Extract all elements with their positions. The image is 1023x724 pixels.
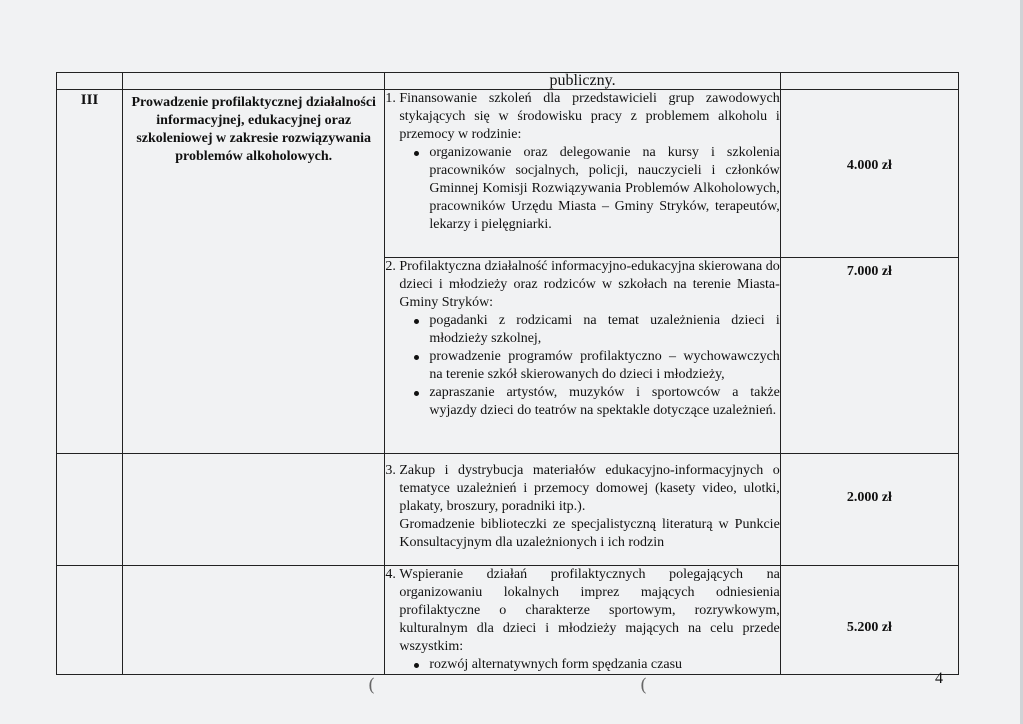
item-text: Finansowanie szkoleń dla przedstawicieli grup zawodowych stykających się w środowisku pracy z problemem alkoholu i przemocy w rodzinie: — [399, 91, 780, 142]
binding-hole-mark: ( — [640, 675, 648, 696]
cell-empty — [780, 73, 958, 90]
section-title-cell — [123, 90, 385, 454]
amount-cell — [780, 566, 958, 675]
section-number: III — [80, 92, 99, 108]
list-item — [385, 258, 779, 312]
cell-empty — [57, 73, 123, 90]
item-number: 3. — [385, 463, 396, 478]
table-row — [57, 454, 959, 566]
list-item — [385, 462, 779, 516]
item-number: 4. — [385, 567, 396, 582]
bullet-list — [385, 312, 779, 420]
amount: 2.000 zł — [846, 490, 892, 505]
amount: 7.000 zł — [846, 264, 892, 279]
cell-empty — [123, 566, 385, 675]
bullet-item: pogadanki z rodzicami na temat uzależnienia dzieci i młodzieży szkolnej, — [429, 313, 780, 346]
list-item — [385, 566, 779, 656]
list-item — [385, 90, 779, 144]
page-number: 4 — [935, 670, 943, 687]
carryover-cell — [385, 73, 780, 90]
item-description-cell — [385, 454, 780, 566]
bullet-item: organizowanie oraz delegowanie na kursy i szkolenia pracowników socjalnych, policji, nauczycieli i członków Gminnej Komisji Rozwiązywania Problemów Alkoholowych, pracowników Urzędu Miasta – Gminy Stryków, terapeutów, lekarzy i pielęgniarki. — [429, 145, 780, 232]
bullet-item: zapraszanie artystów, muzyków i sportowców a także wyjazdy dzieci do teatrów na spektakle dotyczące uzależnień. — [429, 385, 780, 418]
section-title: Prowadzenie profilaktycznej działalności informacyjnej, edukacyjnej oraz szkoleniowej w zakresie rozwiązywania problemów alkoholowych. — [131, 95, 376, 164]
amount-cell — [780, 454, 958, 566]
cell-empty — [57, 566, 123, 675]
item-description-cell — [385, 90, 780, 258]
bullet-item: prowadzenie programów profilaktyczno – wychowawczych na terenie szkół skierowanych do dzieci i młodzieży, — [429, 349, 780, 382]
section-number-cell — [57, 90, 123, 454]
budget-table — [56, 72, 959, 675]
item-description-cell — [385, 258, 780, 454]
table-row — [57, 566, 959, 675]
item-text: Profilaktyczna działalność informacyjno-edukacyjna skierowana do dzieci i młodzieży oraz rodziców w szkołach na terenie Miasta-Gminy Stryków: — [399, 259, 780, 310]
bullet-item: rozwój alternatywnych form spędzania czasu — [429, 656, 779, 674]
amount-cell — [780, 258, 958, 454]
cell-empty — [57, 454, 123, 566]
cell-empty — [123, 73, 385, 90]
item-description-cell — [385, 566, 780, 675]
item-number: 2. — [385, 259, 396, 274]
item-text: Wspieranie działań profilaktycznych polegających na organizowaniu lokalnych imprez mających odniesienia profilaktyczne o charakterze sportowym, rozrywkowym, kulturalnym dla dzieci i młodzieży mających na celu przede wszystkim: — [399, 567, 780, 654]
table-row-carryover — [57, 73, 959, 90]
cell-empty — [123, 454, 385, 566]
item-number: 1. — [385, 91, 396, 106]
binding-hole-mark: ( — [368, 675, 376, 696]
amount-cell — [780, 90, 958, 258]
table-row — [57, 90, 959, 258]
amount: 5.200 zł — [846, 620, 892, 635]
bullet-list — [385, 144, 779, 234]
item-extra-text: Gromadzenie biblioteczki ze specjalistyczną literaturą w Punkcie Konsultacyjnym dla uzależnionych i ich rodzin — [399, 517, 780, 550]
item-text: Zakup i dystrybucja materiałów edukacyjno-informacyjnych o tematyce uzależnień i przemocy domowej (kasety video, ulotki, plakaty, broszury, poradniki itp.). — [399, 463, 780, 514]
amount: 4.000 zł — [846, 158, 892, 173]
carryover-text: publiczny. — [549, 72, 616, 89]
bullet-list — [385, 656, 779, 674]
